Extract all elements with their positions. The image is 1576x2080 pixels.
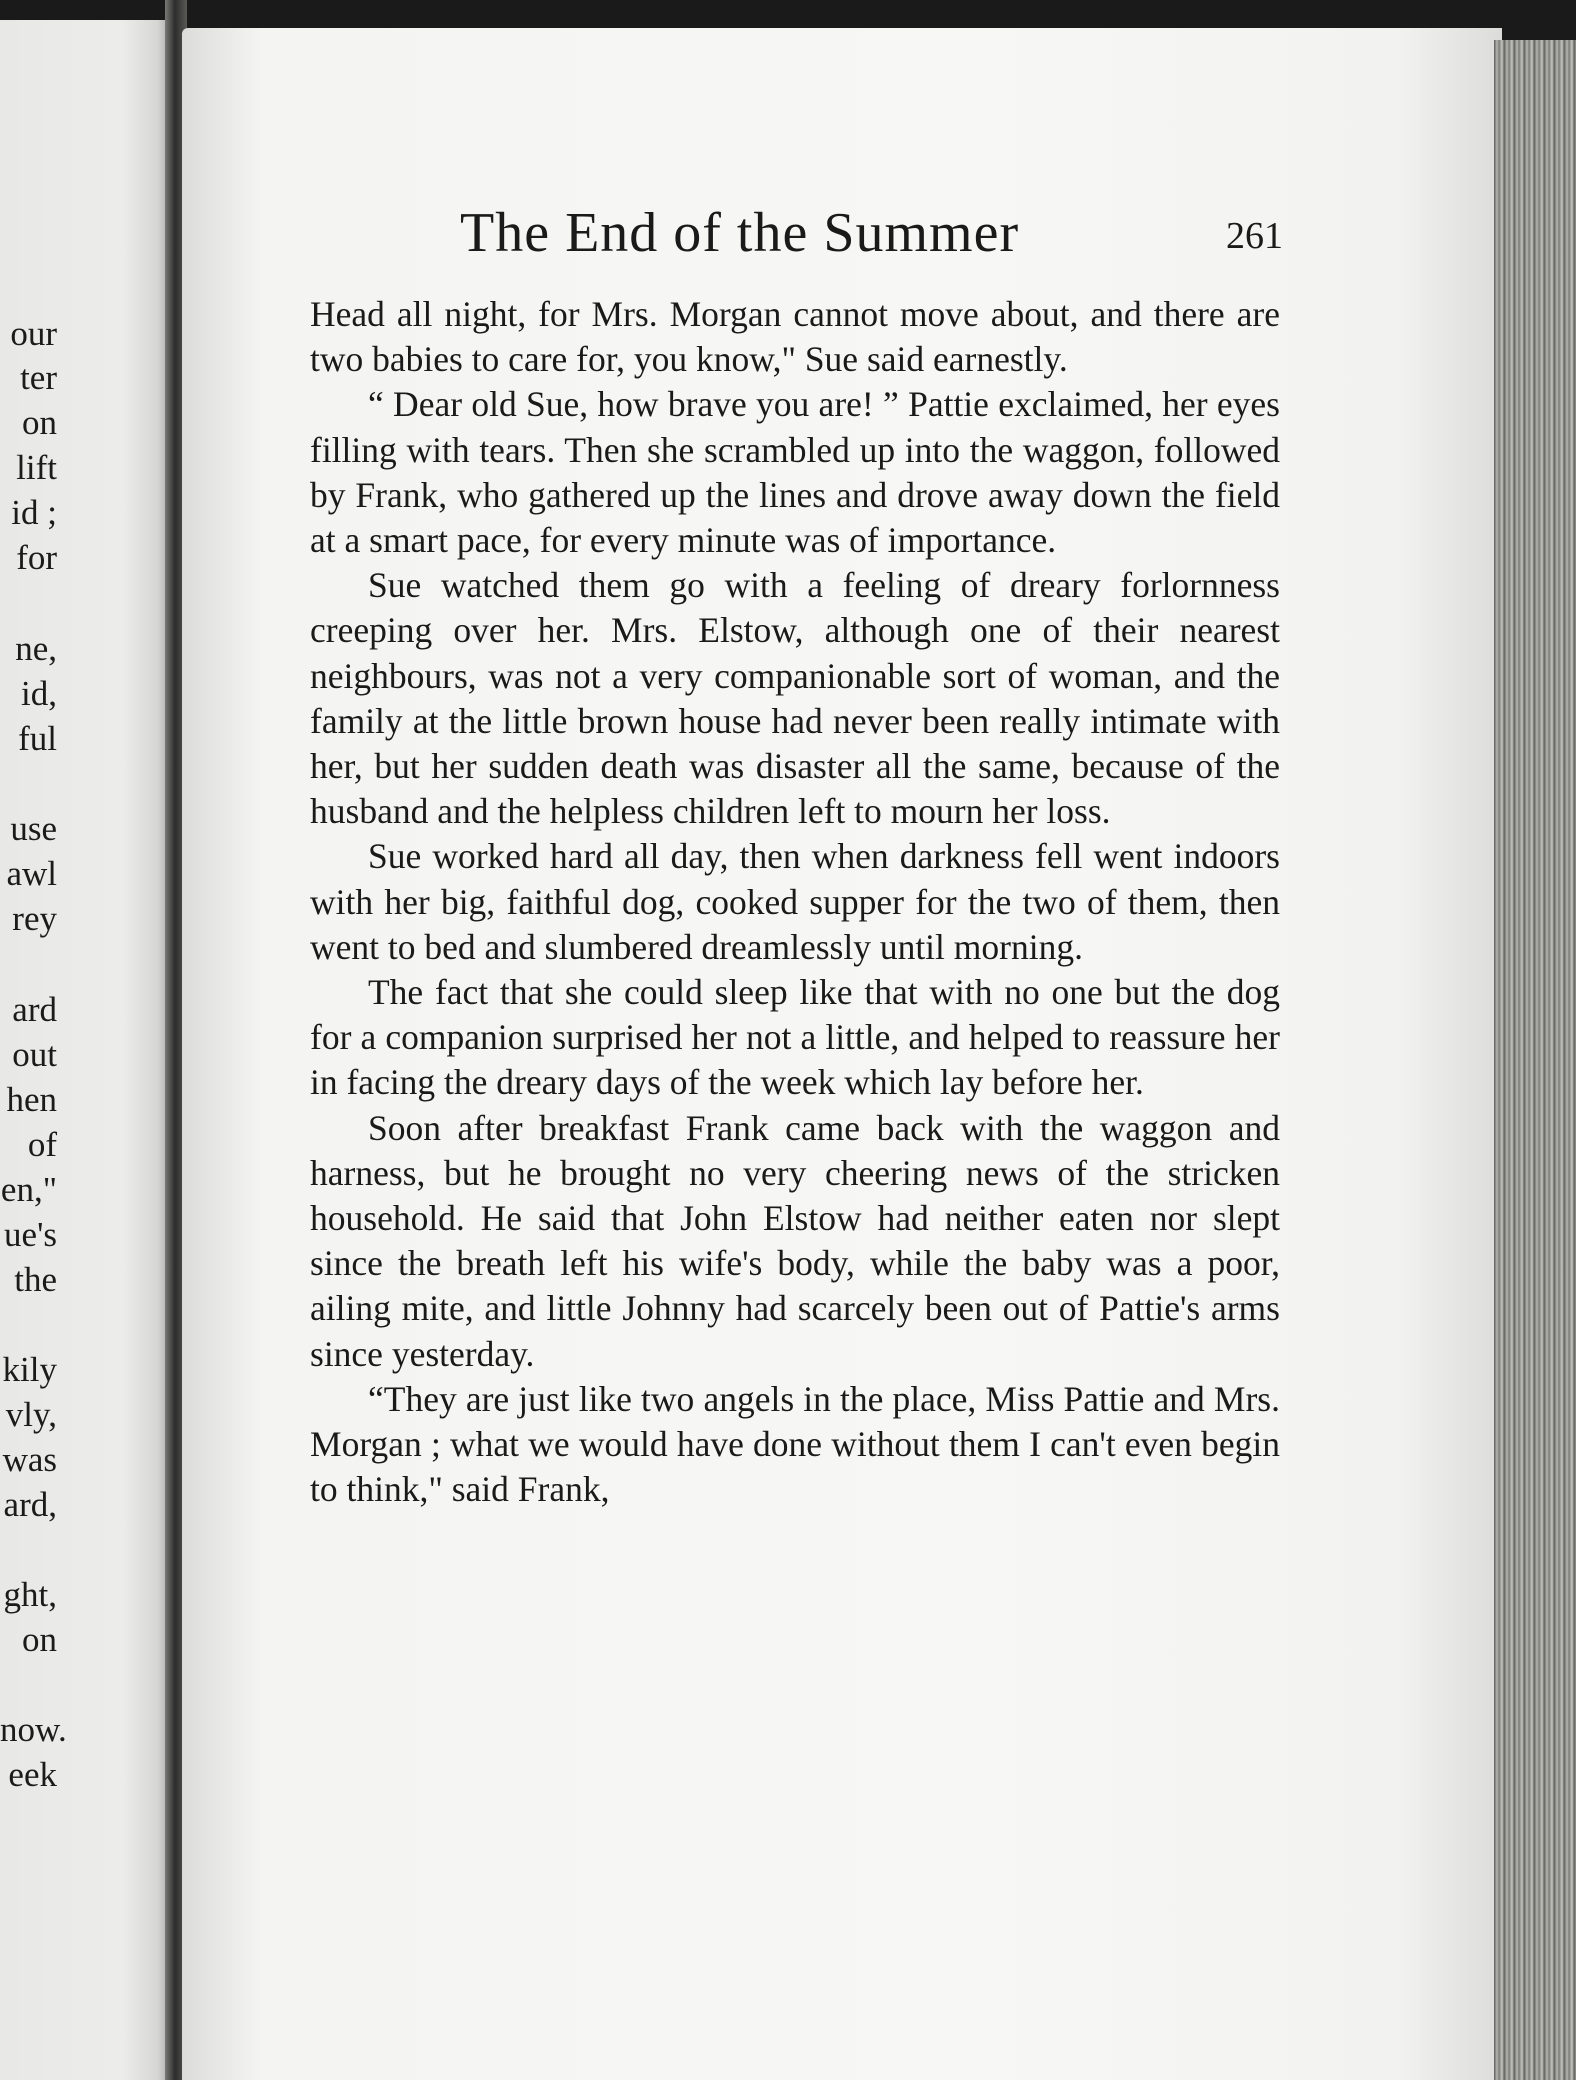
left-page-fragment: ue's <box>4 1215 57 1254</box>
left-page-fragment: ght, <box>3 1575 57 1614</box>
left-page-fragment: our <box>10 314 57 353</box>
paragraph: Sue worked hard all day, then when darkness fell went indoors with her big, faithful dog, cooked supper for the two of them, then went to bed and slumbered dreamlessly until morning. <box>310 836 1280 967</box>
left-page-fragment: ter <box>20 358 57 397</box>
running-title: The End of the Summer <box>460 202 1020 264</box>
left-page-fragment: awl <box>6 854 57 893</box>
left-page-fragment: on <box>22 1620 57 1659</box>
left-page-fragment: rey <box>12 899 57 938</box>
left-page-fragment: kily <box>2 1350 57 1389</box>
paragraph: The fact that she could sleep like that with no one but the dog for a companion surprised her not a little, and helped to reassure her in facing the dreary days of the week which lay before her. <box>310 972 1280 1103</box>
page-edges <box>1494 40 1576 2080</box>
paragraph: “ Dear old Sue, how brave you are! ” Pattie exclaimed, her eyes filling with tears. Then she scrambled up into the waggon, followed by Frank, who gathered up the lines and drove away down the field at a smart pace, for every minute was of importance. <box>310 384 1280 561</box>
left-page-fragment: hen <box>6 1080 57 1119</box>
page-number: 261 <box>1226 215 1283 257</box>
left-page <box>0 20 175 2080</box>
paragraph: Sue watched them go with a feeling of dreary forlornness creeping over her. Mrs. Elstow, although one of their nearest neighbours, was not a very companionable sort of woman, and the family at the little brown house had never been really intimate with her, but her sudden death was disaster all the same, because of the husband and the helpless children left to mourn her loss. <box>310 565 1280 832</box>
left-page-fragment: out <box>12 1035 57 1074</box>
running-head <box>460 198 1283 268</box>
left-page-fragment: now. <box>0 1710 67 1749</box>
left-page-fragment: the <box>14 1260 57 1299</box>
left-page-fragment: id ; <box>11 493 57 532</box>
left-page-fragment: for <box>16 538 57 577</box>
left-page-fragment: ard <box>12 990 57 1029</box>
left-page-fragment: id, <box>21 674 57 713</box>
left-page-fragment: ne, <box>15 629 57 668</box>
paragraph: Soon after breakfast Frank came back with the waggon and harness, but he brought no very cheering news of the stricken household. He said that John Elstow had neither eaten nor slept since the breath left his wife's body, while the baby was a poor, ailing mite, and little Johnny had scarcely been out of Pattie's arms since yesterday. <box>310 1107 1280 1374</box>
paragraph: Head all night, for Mrs. Morgan cannot move about, and there are two babies to care for, you know," Sue said earnestly. <box>310 294 1280 380</box>
left-page-fragment: was <box>2 1440 57 1479</box>
left-page-fragment: eek <box>8 1755 57 1794</box>
left-page-fragment: use <box>10 809 57 848</box>
left-page-fragment: of <box>27 1125 57 1164</box>
left-page-fragment: ard, <box>3 1485 57 1524</box>
left-page-fragment: lift <box>16 448 57 487</box>
left-page-fragment: en," <box>0 1170 57 1209</box>
left-page-fragment: on <box>22 403 57 442</box>
left-page-fragment: ful <box>18 719 57 758</box>
body-text <box>310 292 1280 1512</box>
paragraph: “They are just like two angels in the place, Miss Pattie and Mrs. Morgan ; what we would have done without them I can't even begin to think," said Frank, <box>310 1378 1280 1510</box>
left-page-fragment: vly, <box>5 1395 57 1434</box>
